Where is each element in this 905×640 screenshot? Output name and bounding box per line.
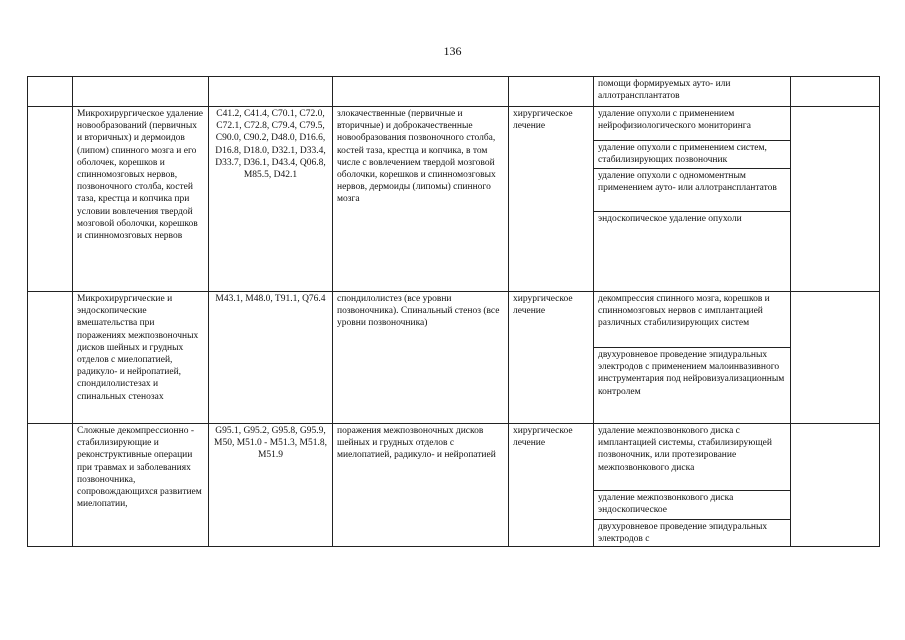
method-cell: удаление опухоли с применением нейрофизиологического мониторинга: [594, 107, 791, 141]
condition-cell: злокачественные (первичные и вторичные) и доброкачественные новообразования позвоночного столба, костей таза, крестца и копчика, в том числе с вовлечением твердой мозговой оболочки, корешков и спинномозговых нервов, дермоиды (липомы) спинного мозга: [333, 107, 509, 292]
cost-cell: [791, 77, 880, 107]
table-row-continuation: [28, 77, 880, 107]
codes-cell: G95.1, G95.2, G95.8, G95.9, M50, M51.0 - M51.3, M51.8, M51.9: [209, 424, 333, 547]
cost-cell: [791, 424, 880, 547]
method-cell: двухуровневое проведение эпидуральных электродов с применением малоинвазивного инструментария под нейровизуализационным контролем: [594, 348, 791, 424]
method-cell: удаление опухоли с применением систем, стабилизирующих позвоночник: [594, 141, 791, 169]
codes-cell: M43.1, M48.0, T91.1, Q76.4: [209, 292, 333, 424]
name-cell: [73, 77, 209, 107]
index-cell: [28, 292, 73, 424]
condition-cell: [333, 77, 509, 107]
name-cell: Сложные декомпрессионно - стабилизирующие и реконструктивные операции при травмах и заболеваниях позвоночника, сопровождающихся развитием миелопатии,: [73, 424, 209, 547]
method-cell: эндоскопическое удаление опухоли: [594, 212, 791, 292]
condition-cell: спондилолистез (все уровни позвоночника). Спинальный стеноз (все уровни позвоночника): [333, 292, 509, 424]
treatment-cell: хирургическое лечение: [509, 424, 594, 547]
table-row: [28, 292, 880, 348]
method-cell: удаление опухоли с одномоментным применением ауто- или аллотрансплантатов: [594, 169, 791, 212]
codes-cell: C41.2, C41.4, C70.1, C72.0, C72.1, C72.8, C79.4, C79.5, C90.0, C90.2, D48.0, D16.6, D16.8, D18.0, D32.1, D33.4, D33.7, D36.1, D43.4, Q06.8, M85.5, D42.1: [209, 107, 333, 292]
treatment-cell: хирургическое лечение: [509, 292, 594, 424]
name-cell: Микрохирургическое удаление новообразований (первичных и вторичных) и дермоидов (липом) спинного мозга и его оболочек, корешков и спинномозговых нервов, позвоночного столба, костей таза, крестца и копчика при условии вовлечения твердой мозговой оболочки, корешков и спинномозговых нервов: [73, 107, 209, 292]
index-cell: [28, 77, 73, 107]
codes-cell: [209, 77, 333, 107]
method-cell: декомпрессия спинного мозга, корешков и спинномозговых нервов с имплантацией различных стабилизирующих систем: [594, 292, 791, 348]
method-cell: помощи формируемых ауто- или аллотрансплантатов: [594, 77, 791, 107]
method-cell: удаление межпозвонкового диска с имплантацией системы, стабилизирующей позвоночник, или протезирование межпозвонкового диска: [594, 424, 791, 491]
index-cell: [28, 107, 73, 292]
condition-cell: поражения межпозвоночных дисков шейных и грудных отделов с миелопатией, радикуло- и нейропатией: [333, 424, 509, 547]
table-row: [28, 107, 880, 141]
medical-care-table: [27, 76, 880, 547]
index-cell: [28, 424, 73, 547]
treatment-cell: хирургическое лечение: [509, 107, 594, 292]
table-row: [28, 424, 880, 491]
cost-cell: [791, 292, 880, 424]
treatment-cell: [509, 77, 594, 107]
name-cell: Микрохирургические и эндоскопические вмешательства при поражениях межпозвоночных дисков шейных и грудных отделов с миелопатией, радикуло- и нейропатией, спондилолистезах и спинальных стенозах: [73, 292, 209, 424]
method-cell: двухуровневое проведение эпидуральных электродов с: [594, 520, 791, 547]
page-number: 136: [443, 44, 462, 58]
method-cell: удаление межпозвонкового диска эндоскопическое: [594, 491, 791, 520]
cost-cell: [791, 107, 880, 292]
